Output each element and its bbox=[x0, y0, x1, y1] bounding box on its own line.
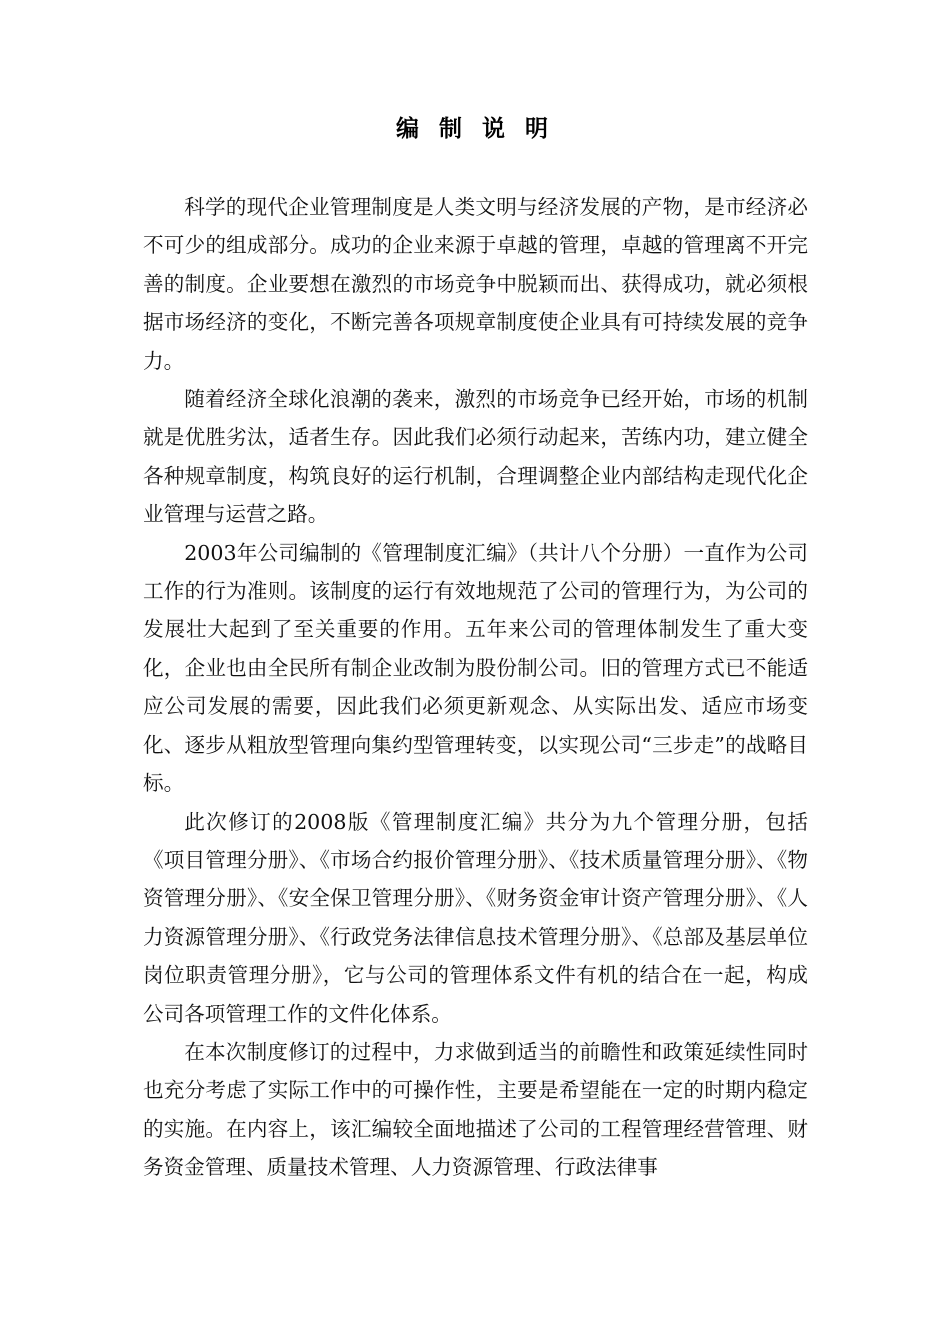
paragraph-5: 在本次制度修订的过程中，力求做到适当的前瞻性和政策延续性同时也充分考虑了实际工作中的可操作性，主要是希望能在一定的时期内稳定的实施。在内容上，该汇编较全面地描述了公司的工程管理经营管理、财务资金管理、质量技术管理、人力资源管理、行政法律事 bbox=[143, 1039, 808, 1180]
paragraph-2: 随着经济全球化浪潮的袭来，激烈的市场竞争已经开始，市场的机制就是优胜劣汰，适者生存。因此我们必须行动起来，苦练内功，建立健全各种规章制度，构筑良好的运行机制，合理调整企业内部结构走现代化企业管理与运营之路。 bbox=[143, 387, 808, 527]
paragraph-1: 科学的现代企业管理制度是人类文明与经济发展的产物，是市经济必不可少的组成部分。成功的企业来源于卓越的管理，卓越的管理离不开完善的制度。企业要想在激烈的市场竞争中脱颖而出、获得成功，就必须根据市场经济的变化，不断完善各项规章制度使企业具有可持续发展的竞争力。 bbox=[143, 195, 808, 373]
document-title: 编 制 说 明 bbox=[395, 116, 555, 142]
paragraph-3: 2003年公司编制的《管理制度汇编》（共计八个分册）一直作为公司工作的行为准则。该制度的运行有效地规范了公司的管理行为，为公司的发展壮大起到了至关重要的作用。五年来公司的管理体制发生了重大变化，企业也由全民所有制企业改制为股份制公司。旧的管理方式已不能适应公司发展的需要，因此我们必须更新观念、从实际出发、适应市场变化、逐步从粗放型管理向集约型管理转变，以实现公司“三步走”的战略目标。 bbox=[143, 540, 808, 796]
paragraph-4: 此次修订的2008版《管理制度汇编》共分为九个管理分册，包括《项目管理分册》、《市场合约报价管理分册》、《技术质量管理分册》、《物资管理分册》、《安全保卫管理分册》、《财务资金审计资产管理分册》、《人力资源管理分册》、《行政党务法律信息技术管理分册》、《总部及基层单位岗位职责管理分册》，它与公司的管理体系文件有机的结合在一起，构成公司各项管理工作的文件化体系。 bbox=[143, 809, 808, 1026]
document-body bbox=[143, 188, 808, 1187]
